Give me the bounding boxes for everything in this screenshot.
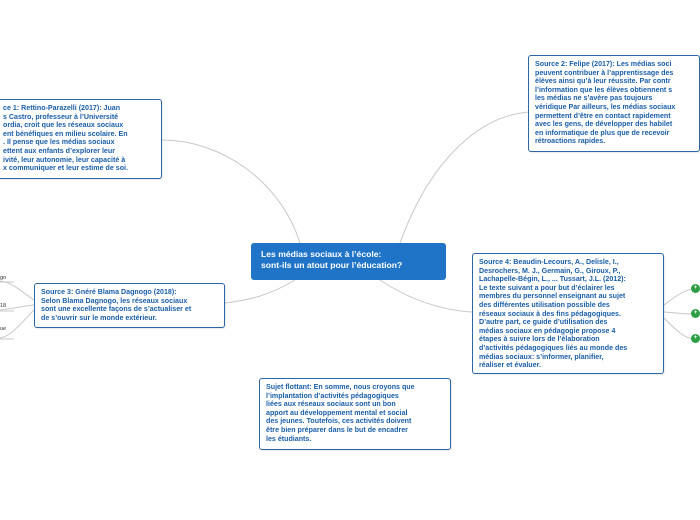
plus-circle-icon[interactable]: + <box>691 284 700 293</box>
connector-central-source2 <box>400 112 530 243</box>
connector-source3-sub1 <box>0 281 34 300</box>
left-sub-label-2[interactable]: 18 <box>0 303 7 309</box>
plus-circle-icon[interactable]: + <box>691 334 700 343</box>
left-sub-label-1[interactable]: go <box>0 275 7 281</box>
connector-central-source1 <box>162 140 300 243</box>
connector-central-source3 <box>225 280 295 303</box>
source2-node[interactable]: Source 2: Felipe (2017): Les médias soci peuvent contribuer à l’apprentissage des élèves ainsi qu’à leur réussite. Par contr l’information que les élèves obtiennent s les médias ne s’avère pas toujours véridique Par ailleurs, les médias sociaux permettent d’être en contact rapidement avec les gens, de développer des habilet en informatique de plus que de recevoir rétroactions rapides. <box>528 55 700 152</box>
central-topic[interactable]: Les médias sociaux à l’école: sont-ils un atout pour l’éducation? <box>251 243 446 280</box>
left-sub-label-3[interactable]: ue <box>0 326 7 332</box>
source3-node[interactable]: Source 3: Gnéré Blama Dagnogo (2018): Selon Blama Dagnogo, les réseaux sociaux sont une excellente façons de s’actualiser et de s’ouvrir sur le monde extérieur. <box>34 283 225 328</box>
connector-source4-sub2 <box>664 312 693 314</box>
connector-source4-sub3 <box>664 318 693 339</box>
source4-node[interactable]: Source 4: Beaudin-Lecours, A., Delisle, I., Desrochers, M. J., Germain, G., Giroux, P., Lachapelle-Bégin, L., ... Tussart, J.L. (2012): Le texte suivant a pour but d’éclairer les membres du personnel enseignant au sujet des différentes utilisation possible des réseaux sociaux à des fins pédagogiques. D’autre part, ce guide d’utilisation des médias sociaux en pédagogie propose 4 étapes à suivre lors de l’élaboration d’activités pédagogiques liés au monde des médias sociaux: s’informer, planifier, réaliser et évaluer. <box>472 253 664 374</box>
plus-circle-icon[interactable]: + <box>691 309 700 318</box>
connector-source4-sub1 <box>664 289 693 305</box>
floating-topic-node[interactable]: Sujet flottant: En somme, nous croyons que l’implantation d’activités pédagogiques liées aux réseaux sociaux sont un bon apport au développement mental et social des jeunes. Toutefois, ces activités doivent être bien préparer dans le but de encadrer les étudiants. <box>259 378 451 450</box>
connector-central-source4 <box>380 280 472 312</box>
connector-source3-sub3 <box>0 310 34 338</box>
source1-node[interactable]: ce 1: Rettino-Parazelli (2017): Juan s Castro, professeur à l’Université ordia, croit que les réseaux sociaux ent bénéfiques en milieu scolaire. En . Il pense que les médias sociaux ettent aux enfants d’explorer leur ivité, leur autonomie, leur capacité à x communiquer et leur estime de soi. <box>0 99 162 179</box>
